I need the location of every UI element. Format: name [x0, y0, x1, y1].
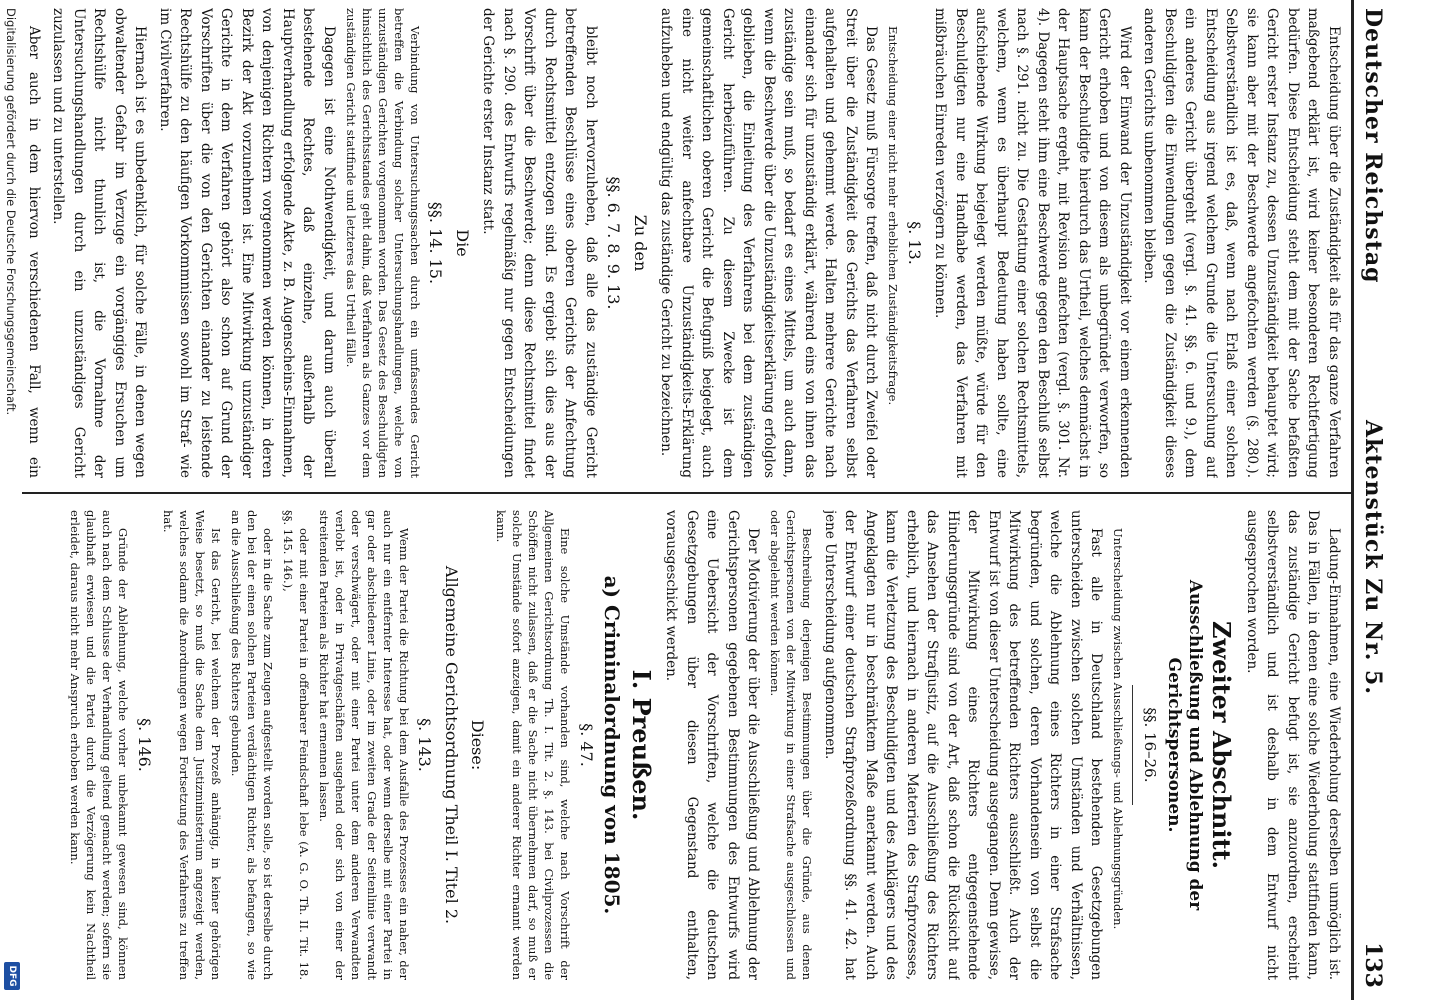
section-title: §. 146. [135, 718, 154, 772]
paragraph: Aber auch in dem hiervon verschiedenen Fall, wenn ein [26, 26, 42, 478]
paragraph: bleibt noch hervorzuheben, daß alle das zuständige Gericht betreffenden Beschlüsse eines oberen Gerichts der Anfechtung durch Rechtsmittel entzogen sind. Es ergiebt sich dies aus der Vorschrift über die Beschwerde; denn diese Rechtsmittel findet nach §. 290. des Entwurfs regelmäßig nur gegen Entscheidungen der Gerichte erster Instanz statt. [480, 8, 599, 478]
paragraph: Ladung-Einnahmen, eine Wiederholung derselben unmöglich ist. Das in Fällen, in denen eine solche Wiederholung stattfinden kann, das zuständige Gericht befugt ist, sie anzuordnen, erscheint selbstverständlich und ist deshalb in dem Entwurf nicht ausgesprochen worden. [1244, 510, 1342, 980]
quoted-text: oder mit einer Partei in offenbarer Feindschaft lebe (A. G. O. Th. II. Tit. 18. §§. 145. 146.), [281, 510, 311, 980]
section-heading: I. Preußen. [627, 669, 656, 821]
quoted-text: Eine solche Umstände vorhanden sind, welche nach Vorschrift der Allgemeinen Gerichtsordnung Th. I. Tit. 2. §. 143. bei Civilprozessen die Schöffen nicht zulassen, daß er die Sache nicht übernehmen darf, so muß er solche Umstände sofort anzeigen, damit ein anderer Richter ernannt werden kann. [494, 510, 573, 980]
paragraph: Wird der Einwand der Unzuständigkeit vor einem erkennenden Gericht erhoben und von diesem als unbegründet verworfen, so kann der Beschuldigte hierdurch das Urtheil, welches demnächst in der Hauptsache ergeht, mit Revision anfechten (vergl. §. 301. Nr. 4). Dagegen steht ihm eine Beschwerde gegen den Beschluß selbst nach §. 291. nicht zu. Die Gestattung einer solchen Rechtsmittels, welchem, wenn es überhaupt Bedeutung haben sollte, eine aufschiebende Wirkung beigelegt werden müßte, würde für den Beschuldigten nur eine Handhabe werden, das Verfahren mit mißbräuchen Einreden verzögern zu können. [932, 8, 1133, 478]
page-header [1356, 0, 1392, 1000]
paragraph: Entscheidung über die Zuständigkeit als für das ganze Verfahren maßgebend erklärt ist, wird keiner besonderen Rechtfertigung bedürfen. Diese Entscheidung steht dem mit der Sache befaßten Gericht erster Instanz zu, dessen Unzuständigkeit behauptet wird; sie kann aber mit der Beschwerde angefochten werden (§. 280.). Selbstverständlich ist es, daß, wenn nach Erlaß einer solchen Entscheidung aus irgend welchem Grunde die Untersuchung auf ein anderes Gericht übergeht (vergl. §. 41. §§. 6. und 9.), dem Beschuldigten die Einwendungen gegen die Zuständigkeit dieses anderen Gerichts unbenommen bleiben. [1141, 8, 1342, 478]
chapter-heading: Zweiter Abschnitt. [1207, 621, 1237, 869]
page-footer [0, 0, 22, 1000]
section-title: §. 143. [415, 718, 435, 772]
left-column [24, 8, 1344, 478]
section-title: §§. 6. 7. 8. 9. 13. [604, 176, 624, 310]
quoted-text: Wenn der Partei die Richtung bei dem Ausfalle des Prozesses ein naher, der auch nur ein entfernter Interesse hat, oder wenn derselbe mit einer Partei in gar oder abschiedener Linie, oder im zweiten Grade der Seitenlinie verwandt oder verschwägert, oder mit einer Partei unter dem anderen Verwandten verlobt ist, oder in Privatgeschäften ausgehend oder sich von einer der streitenden Parteien als Richter hat ernennen lassen. [317, 510, 411, 980]
marginal-note: Verbindung von Untersuchungssachen durch ein umfassendes Gericht betreffen die Verbindung solcher Untersuchungshandlungen, welche von unzuständigen Gerichten vorgenommen worden. Das Gesetz des Beschuldigten hinsichtlich des Gerichtsstandes geht dahin, daß Verfahren als Ganzes vor dem zuständigen Gericht stattfinde und letzteres das Urtheil fälle. [344, 8, 422, 478]
header-left-title: Deutscher Reichstag [1360, 8, 1386, 284]
section-title: §§. 14. 15. [426, 201, 446, 285]
paragraph: Der Motivierung der über die Ausschließung und Ablehnung der Gerichtspersonen gegebenen Bestimmungen des Entwurfs wird eine Uebersicht der Vorschriften, welche die deutschen Gesetzgebungen über diesen Gegenstand enthalten, vorausgeschickt werden. [663, 510, 762, 980]
paragraph-tail: Die [453, 229, 472, 257]
digitization-credit: Digitalisierung gefördert durch die Deutsche Forschungsgemeinschaft. [4, 8, 18, 416]
paragraph: Das Gesetz muß Fürsorge treffen, daß nicht durch Zweifel oder Streit über die Zuständigkeit des Gerichts das Verfahren selbst aufgehalten und gehemmt werde. Halten mehrere Gerichte nach einander sich für unzuständig erklärt, während eins von ihnen das zuständige sein muß, so bedarf es eines Mittels, um auch dann, wenn die Beschwerde über die Unzuständigkeitserklärung erfolglos geblieben, die Einleitung des Verfahrens bei dem zuständigen Gericht herbeizuführen. Zu diesem Zwecke ist dem gemeinschaftlichen oberen Gericht die Befugniß beigelegt, auch eine nicht weiter anfechtbare Unzuständigkeits-Erklärung aufzuheben und endgültig das zuständige Gericht zu bezeichnen. [658, 8, 880, 478]
divider [1133, 685, 1134, 805]
marginal-note: Entscheidung einer nicht mehr erheblichen Zuständigkeitsfrage. [886, 26, 901, 406]
header-rule [1351, 0, 1354, 1000]
chapter-subheading: Ausschließung und Ablehnung der Gerichtspersonen. [1164, 579, 1205, 911]
quoted-text: Ist das Gericht, bei welchem der Prozeß anhängig, in keiner gehörigen Weise besetzt, so muß die Sache dem Justizministerium angezeigt werden, welches sodann die Anordnungen wegen Fortsetzung des Verfahrens zu treffen hat. [161, 510, 223, 980]
section-title: Allgemeine Gerichtsordnung Theil I. Titel 2. [442, 565, 461, 925]
right-column [24, 510, 1344, 980]
marginal-note: Unterscheidung zwischen Ausschließungs- und Ablehnungsgründen. [1111, 528, 1126, 930]
page-number: 133 [1360, 942, 1386, 988]
section-title: §. 47. [577, 723, 596, 767]
section-range: §§. 16–26. [1141, 707, 1159, 783]
paragraph: Fast alle in Deutschland bestehenden Gesetzgebungen unterscheiden zwischen solchen Umständen und Verhältnissen, welche die Ablehnung eines Richters in einer Strafsache begründen, und solchen, deren Vorhandensein von selbst die Mitwirkung des betreffenden Richters ausschließt. Auch der Entwurf ist von dieser Unterscheidung ausgegangen. Denn gewisse, der Mitwirkung eines Richters entgegenstehende Hinderungsgründe sind von der Art, daß schon die Rücksicht auf das Ansehen der Strafjustiz, auf die Ausschließung des Richters erheblich, und hiernach in anderen Materien des Strafprozesses, kann die Verletzung des Beschuldigten und des Anklägers und des Angeklagten nur in beschränktem Maße anerkannt werden. Auch der Entwurf einer deutschen Strafprozeßordnung §§. 41. 42. hat jene Unterscheidung aufgenommen. [822, 510, 1105, 980]
column-divider [22, 492, 1352, 494]
paragraph: Hiernach ist es unbedenklich, für solche Fälle, in denen wegen obwaltender Gefahr im Verzuge ein vorgängiges Ersuchen um Rechtshülfe nicht thunlich ist, die Vornahme der Untersuchungshandlungen durch ein unzuständiges Gericht zuzulassen und zu unterstellen. [50, 8, 149, 478]
subsection-heading: a) Criminalordnung von 1805. [600, 575, 625, 915]
dfg-logo: DFG [4, 962, 20, 990]
section-title: §. 13. [905, 221, 924, 265]
paragraph-tail: Diese: [468, 719, 488, 771]
marginal-note: Beschreibung derjenigen Bestimmungen über die Gründe, aus denen Gerichtspersonen von der Mitwirkung in einer Strafsache ausgeschlossen und oder abgelehnt werden können. [768, 510, 815, 980]
quoted-text: Gründe der Ablehnung, welche vorher unbekannt gewesen sind, können auch nach dem Schlusse der Verhandlung geltend gemacht werden; sofern sie glaubhaft erwiesen und die Partei durch die Verzögerung kein Nachtheil erleidet, daraus nicht mehr Anspruch erhoben werden kann. [68, 510, 131, 980]
paragraph: Dagegen ist eine Nothwendigkeit, und darum auch überall bestehende Rechtes, daß einzelne, außerhalb der Hauptverhandlung erfolgende Akte, z. B. Augenscheins-Einnahmen, von denjenigen Richtern vorgenommen werden können, in deren Bezirk der Akt vorzunehmen ist. Eine Mitwirkung unzuständiger Gerichte in dem Verfahren gehört also schon auf Grund der Vorschriften über die von den Gerichten einander zu leistende Rechtshülfe zu den häufigen Vorkommnissen sowohl im Straf- wie im Civilverfahren. [157, 8, 337, 478]
paragraph-tail: Zu den [631, 214, 650, 272]
header-center-title: Aktenstück Zu Nr. 5. [1360, 420, 1386, 695]
quoted-text: oder in die Sache zum Zeugen aufgestellt worden solle, so ist derselbe durch den bei der einen solchen Parteien verdächtigen Richter, als befangen, so wie an die Ausschließung des Richters gebunden. [229, 510, 275, 980]
